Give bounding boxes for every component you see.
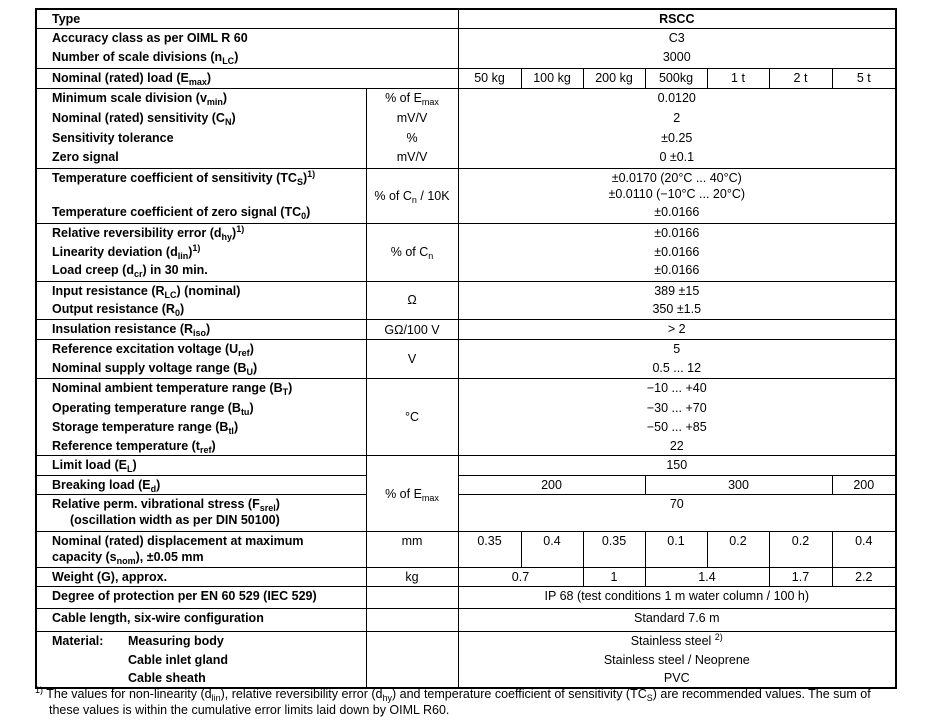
value-cell: 300 bbox=[645, 476, 832, 495]
subscript: srel bbox=[259, 503, 276, 513]
row-label: Relative perm. vibrational stress $(F_{srel})$ (oscillation width as per DIN 50100) bbox=[36, 495, 366, 532]
value-cell: > 2 bbox=[458, 320, 896, 340]
row-label: Linearity deviation $(d_{lin})^{1)}$ bbox=[36, 243, 366, 261]
row-label: Nominal ambient temperature range $(B_T)$ bbox=[36, 379, 366, 399]
value-cell: 70 bbox=[458, 495, 896, 532]
row-label: Sensitivity tolerance bbox=[36, 129, 366, 148]
unit-cell: % bbox=[366, 129, 458, 148]
table-row bbox=[36, 609, 896, 632]
row-label: Output resistance $(R_0)$ bbox=[36, 300, 366, 320]
value-cell: IP 68 (test conditions 1 m water column / 100 h) bbox=[458, 587, 896, 609]
unit-cell bbox=[366, 632, 458, 688]
unit-cell: mm bbox=[366, 532, 458, 568]
footnote-marker: 1) bbox=[307, 169, 316, 179]
value-cell: 500kg bbox=[645, 69, 707, 89]
value-cell: 350 ±1.5 bbox=[458, 300, 896, 320]
value-cell: 0.1 bbox=[645, 532, 707, 568]
row-label: Accuracy class as per OIML R 60 bbox=[36, 29, 458, 48]
table-row bbox=[36, 632, 896, 651]
value-cell: 2 bbox=[458, 109, 896, 129]
row-label: Storage temperature range $(B_{tl})$ bbox=[36, 418, 366, 437]
subscript: max bbox=[188, 77, 207, 87]
table-row bbox=[36, 89, 896, 109]
subscript: lin bbox=[211, 693, 221, 703]
subscript: tl bbox=[228, 425, 234, 436]
label-continuation: (oscillation width as per DIN 50100) bbox=[70, 513, 280, 527]
row-label: Number of scale divisions $(n_{LC})$ bbox=[36, 48, 458, 69]
row-label: Degree of protection per EN 60 529 (IEC 529) bbox=[36, 587, 366, 609]
value-cell: RSCC bbox=[458, 9, 896, 29]
value-cell: 1.7 bbox=[769, 568, 832, 587]
table-row bbox=[36, 568, 896, 587]
table-row bbox=[36, 281, 896, 300]
subscript: lin bbox=[177, 251, 189, 261]
table-row bbox=[36, 203, 896, 223]
value-cell: PVC bbox=[458, 669, 896, 688]
unit-cell: % of $E_{max}$ bbox=[366, 456, 458, 532]
subscript: 0 bbox=[174, 307, 180, 318]
subscript: 0 bbox=[301, 211, 307, 221]
row-label: Cable sheath bbox=[36, 669, 366, 688]
table-row bbox=[36, 129, 896, 148]
row-label: Minimum scale division $(v_{min})$ bbox=[36, 89, 366, 109]
footnote-marker: 1) bbox=[192, 243, 201, 253]
value-cell: 0 ±0.1 bbox=[458, 148, 896, 169]
value-cell: ±0.0166 bbox=[458, 203, 896, 223]
value-cell: −10 ... +40 bbox=[458, 379, 896, 399]
row-label: Nominal supply voltage range $(B_U)$ bbox=[36, 359, 366, 379]
unit-cell bbox=[366, 587, 458, 609]
table-row bbox=[36, 418, 896, 437]
subscript: n bbox=[411, 194, 417, 205]
table-row bbox=[36, 495, 896, 532]
value-cell: −30 ... +70 bbox=[458, 399, 896, 418]
row-label: Cable length, six-wire configuration bbox=[36, 609, 366, 632]
table-row bbox=[36, 29, 896, 48]
footnote-marker: 1) bbox=[236, 223, 245, 234]
subscript: max bbox=[421, 492, 439, 503]
value-cell: 3000 bbox=[458, 48, 896, 69]
table-row bbox=[36, 48, 896, 69]
table-row bbox=[36, 651, 896, 669]
value-cell: 0.35 bbox=[583, 532, 645, 568]
unit-cell: °C bbox=[366, 379, 458, 456]
value-cell: 1 bbox=[583, 568, 645, 587]
footnote bbox=[35, 686, 895, 718]
row-label: Load creep $(d_{cr})$ in 30 min. bbox=[36, 261, 366, 281]
row-label: Operating temperature range $(B_{tu})$ bbox=[36, 399, 366, 418]
value-cell: 1 t bbox=[707, 69, 769, 89]
value-cell: 0.0120 bbox=[458, 89, 896, 109]
table-row bbox=[36, 456, 896, 476]
table-row bbox=[36, 223, 896, 243]
table-row bbox=[36, 69, 896, 89]
value-cell: 0.4 bbox=[832, 532, 896, 568]
subscript: ref bbox=[238, 348, 250, 358]
unit-cell: V bbox=[366, 340, 458, 379]
row-label: Relative reversibility error $(d_{hy})^{1)}$ bbox=[36, 223, 366, 243]
value-cell: 200 bbox=[832, 476, 896, 495]
table-row bbox=[36, 476, 896, 495]
subscript: max bbox=[421, 97, 439, 107]
row-label: Material: Measuring body bbox=[36, 632, 366, 651]
table-row bbox=[36, 148, 896, 169]
table-row bbox=[36, 169, 896, 204]
footnote-marker: 1) bbox=[35, 685, 44, 695]
subscript: LC bbox=[222, 55, 235, 66]
unit-cell: % of $C_n$ bbox=[366, 223, 458, 281]
row-label: Limit load $(E_L)$ bbox=[36, 456, 366, 476]
subscript: cr bbox=[133, 269, 143, 279]
value-cell: 5 bbox=[458, 340, 896, 359]
table-row bbox=[36, 109, 896, 129]
value-cell: ±0.0166 bbox=[458, 261, 896, 281]
value-cell: 0.2 bbox=[769, 532, 832, 568]
row-label: Nominal (rated) load $(E_{max})$ bbox=[36, 69, 458, 89]
table-row bbox=[36, 379, 896, 399]
row-label: Weight (G), approx. bbox=[36, 568, 366, 587]
subscript: S bbox=[296, 177, 303, 187]
subscript: min bbox=[206, 97, 223, 107]
subscript: LC bbox=[164, 289, 177, 300]
subscript: T bbox=[282, 387, 289, 397]
value-cell: 5 t bbox=[832, 69, 896, 89]
row-label: Nominal (rated) sensitivity $(C_N)$ bbox=[36, 109, 366, 129]
row-label: Type bbox=[36, 9, 458, 29]
row-label: Temperature coefficient of sensitivity $(TC_S)^{1)}$ bbox=[36, 169, 366, 204]
unit-cell: Ω bbox=[366, 281, 458, 320]
value-cell: −50 ... +85 bbox=[458, 418, 896, 437]
value-cell: 2 t bbox=[769, 69, 832, 89]
row-label: Zero signal bbox=[36, 148, 366, 169]
value-cell: C3 bbox=[458, 29, 896, 48]
value-cell: 0.7 bbox=[458, 568, 583, 587]
value-cell: 1.4 bbox=[645, 568, 769, 587]
table-row bbox=[36, 359, 896, 379]
unit-cell: kg bbox=[366, 568, 458, 587]
value-cell: Stainless steel / Neoprene bbox=[458, 651, 896, 669]
row-label: Temperature coefficient of zero signal $(TC_0)$ bbox=[36, 203, 366, 223]
table-row bbox=[36, 587, 896, 609]
value-cell: ±0.0170 (20°C ... 40°C) ±0.0110 (−10°C ... 20°C) bbox=[458, 169, 896, 204]
subscript: tu bbox=[240, 406, 250, 417]
row-label: Reference excitation voltage $(U_{ref})$ bbox=[36, 340, 366, 359]
table-row bbox=[36, 243, 896, 261]
subscript: nom bbox=[116, 556, 136, 566]
value-cell: 389 ±15 bbox=[458, 281, 896, 300]
value-cell: Standard 7.6 m bbox=[458, 609, 896, 632]
value-cell: 2.2 bbox=[832, 568, 896, 587]
subscript: iso bbox=[193, 328, 207, 338]
subscript: ref bbox=[199, 444, 212, 455]
footnote-text: $^{1)}$ The values for non-linearity $(d_{lin})$, relative reversibility error $(d_{hy})$ and temperature coefficient of sensitivity $(TC_S)$ are recommended values. The sum of these values is within the cumulative error limits laid down by OIML R60. bbox=[35, 685, 871, 717]
row-label: Cable inlet gland bbox=[36, 651, 366, 669]
table-row bbox=[36, 399, 896, 418]
table-row bbox=[36, 261, 896, 281]
unit-cell: mV/V bbox=[366, 148, 458, 169]
unit-cell bbox=[366, 609, 458, 632]
row-label: Nominal (rated) displacement at maximum capacity $(s_{nom})$, ±0.05 mm bbox=[36, 532, 366, 568]
value-cell: ±0.25 bbox=[458, 129, 896, 148]
label-category: Material: bbox=[52, 634, 104, 648]
unit-cell: % of $E_{max}$ bbox=[366, 89, 458, 109]
table-row bbox=[36, 300, 896, 320]
value-cell: 150 bbox=[458, 456, 896, 476]
unit-cell: mV/V bbox=[366, 109, 458, 129]
table-row bbox=[36, 9, 896, 29]
row-label: Reference temperature $(t_{ref})$ bbox=[36, 437, 366, 456]
value-cell: 200 bbox=[458, 476, 645, 495]
subscript: hy bbox=[382, 693, 392, 703]
value-cell: 200 kg bbox=[583, 69, 645, 89]
value-cell: Stainless steel $^{2)}$ bbox=[458, 632, 896, 651]
table-row bbox=[36, 669, 896, 688]
table-row bbox=[36, 532, 896, 568]
row-label: Input resistance $(R_{LC})$ (nominal) bbox=[36, 281, 366, 300]
row-label: Insulation resistance $(R_{iso})$ bbox=[36, 320, 366, 340]
value-cell: ±0.0166 bbox=[458, 223, 896, 243]
value-cell: 22 bbox=[458, 437, 896, 456]
table-row bbox=[36, 340, 896, 359]
subscript: N bbox=[224, 116, 232, 127]
subscript: hy bbox=[221, 231, 233, 242]
specification-table bbox=[35, 8, 897, 689]
subscript: L bbox=[127, 464, 133, 474]
value-cell: 100 kg bbox=[521, 69, 583, 89]
footnote-marker: 2) bbox=[714, 632, 723, 642]
row-label: Breaking load $(E_d)$ bbox=[36, 476, 366, 495]
value-cell: 0.4 bbox=[521, 532, 583, 568]
subscript: S bbox=[646, 693, 653, 703]
value-cell: ±0.0166 bbox=[458, 243, 896, 261]
unit-cell: % of $C_n / 10K$ bbox=[366, 169, 458, 224]
table-row bbox=[36, 320, 896, 340]
subscript: n bbox=[428, 251, 434, 261]
value-cell: 50 kg bbox=[458, 69, 521, 89]
subscript: d bbox=[150, 484, 157, 494]
table-row bbox=[36, 437, 896, 456]
unit-cell: GΩ/100 V bbox=[366, 320, 458, 340]
value-cell: 0.5 ... 12 bbox=[458, 359, 896, 379]
value-cell: 0.2 bbox=[707, 532, 769, 568]
subscript: U bbox=[246, 366, 253, 377]
value-cell: 0.35 bbox=[458, 532, 521, 568]
